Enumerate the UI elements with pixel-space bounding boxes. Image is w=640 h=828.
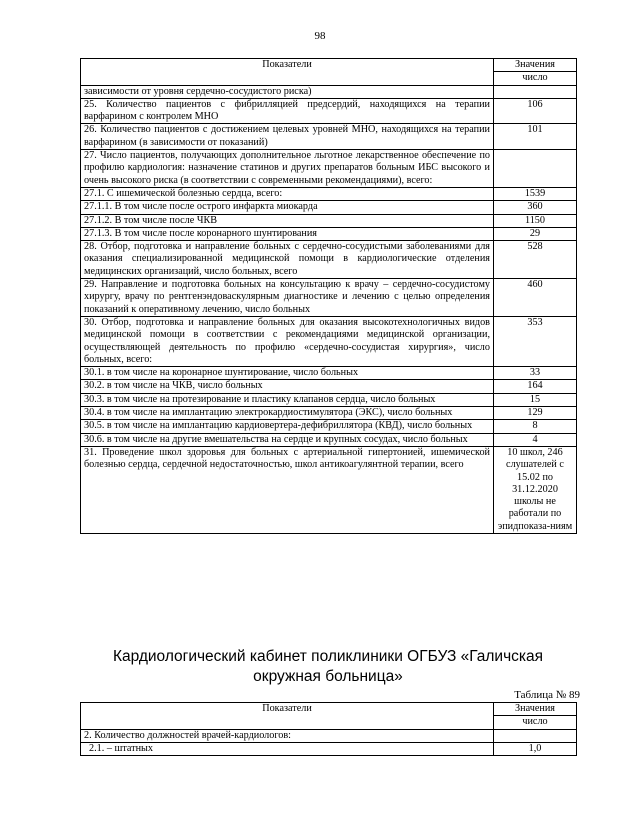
table-row bbox=[81, 742, 577, 755]
row-value: 33 bbox=[494, 367, 577, 380]
row-label: 30.5. в том числе на имплантацию кардиовертера-дефибриллятора (КВД), число больных bbox=[81, 420, 494, 433]
row-label: 2. Количество должностей врачей-кардиологов: bbox=[81, 729, 494, 742]
table-row bbox=[81, 407, 577, 420]
page-number: 98 bbox=[314, 30, 326, 42]
table-row bbox=[81, 241, 577, 279]
row-value: 1150 bbox=[494, 214, 577, 227]
table-row bbox=[81, 367, 577, 380]
row-label: зависимости от уровня сердечно-сосудистого риска) bbox=[81, 85, 494, 98]
table-row bbox=[81, 380, 577, 393]
row-label: 30.2. в том числе на ЧКВ, число больных bbox=[81, 380, 494, 393]
table-row bbox=[81, 420, 577, 433]
table-row bbox=[81, 729, 577, 742]
indicators-table bbox=[80, 58, 577, 534]
table-row bbox=[81, 187, 577, 200]
row-value: 106 bbox=[494, 98, 577, 124]
row-value: 1,0 bbox=[494, 742, 577, 755]
row-label: 27.1. С ишемической болезнью сердца, всего: bbox=[81, 187, 494, 200]
table-row bbox=[81, 446, 577, 533]
row-label: 27.1.1. В том числе после острого инфаркта миокарда bbox=[81, 201, 494, 214]
table-row bbox=[81, 433, 577, 446]
row-label: 27.1.2. В том числе после ЧКВ bbox=[81, 214, 494, 227]
row-value bbox=[494, 150, 577, 188]
section-heading: Кардиологический кабинет поликлиники ОГБУЗ «Галичская окружная больница» bbox=[112, 648, 544, 685]
table-row bbox=[81, 316, 577, 366]
table-row bbox=[81, 393, 577, 406]
row-value: 8 bbox=[494, 420, 577, 433]
table-row bbox=[81, 85, 577, 98]
header-indicators: Показатели bbox=[81, 59, 494, 86]
row-label: 30.1. в том числе на коронарное шунтирование, число больных bbox=[81, 367, 494, 380]
row-label: 27. Число пациентов, получающих дополнительное льготное лекарственное обеспечение по профилю кардиология: назначение статинов и других препаратов больным ИБС высокого и очень высокого риска (в соответствии с современными рекомендациями), всего: bbox=[81, 150, 494, 188]
row-value: 460 bbox=[494, 279, 577, 317]
row-label: 30.3. в том числе на протезирование и пластику клапанов сердца, число больных bbox=[81, 393, 494, 406]
row-label: 28. Отбор, подготовка и направление больных с сердечно-сосудистыми заболеваниями для оказания специализированной медицинской помощи в кардиологические отделения медицинских организаций, число больных, всего bbox=[81, 241, 494, 279]
header-indicators: Показатели bbox=[81, 703, 494, 730]
row-value: 129 bbox=[494, 407, 577, 420]
table-row bbox=[81, 279, 577, 317]
row-value bbox=[494, 85, 577, 98]
row-value: 101 bbox=[494, 124, 577, 150]
row-label: 26. Количество пациентов с достижением целевых уровней МНО, находящихся на терапии варфарином (в зависимости от показаний) bbox=[81, 124, 494, 150]
table-row bbox=[81, 150, 577, 188]
row-label: 30.6. в том числе на другие вмешательства на сердце и крупных сосудах, число больных bbox=[81, 433, 494, 446]
row-value: 164 bbox=[494, 380, 577, 393]
row-value: 29 bbox=[494, 227, 577, 240]
row-value: 528 bbox=[494, 241, 577, 279]
row-label: 2.1. – штатных bbox=[81, 742, 494, 755]
row-value: 1539 bbox=[494, 187, 577, 200]
table-row bbox=[81, 214, 577, 227]
header-values: Значения bbox=[494, 703, 577, 716]
header-unit: число bbox=[494, 72, 577, 85]
row-label: 30.4. в том числе на имплантацию электрокардиостимулятора (ЭКС), число больных bbox=[81, 407, 494, 420]
table-row bbox=[81, 227, 577, 240]
row-value: 360 bbox=[494, 201, 577, 214]
row-label: 30. Отбор, подготовка и направление больных для оказания высокотехнологичных видов медицинской помощи в соответствии с рекомендациями медицинской организации, осуществляющей деятельность по профилю «сердечно-сосудистая хирургия», число больных, всего: bbox=[81, 316, 494, 366]
row-label: 27.1.3. В том числе после коронарного шунтирования bbox=[81, 227, 494, 240]
row-value: 353 bbox=[494, 316, 577, 366]
row-label: 25. Количество пациентов с фибрилляцией предсердий, находящихся на терапии варфарином с контролем МНО bbox=[81, 98, 494, 124]
table-row bbox=[81, 98, 577, 124]
row-value: 10 школ, 246 слушателей с 15.02 по 31.12.2020 школы не работали по эпидпоказа-ниям bbox=[494, 446, 577, 533]
table-row bbox=[81, 124, 577, 150]
row-value bbox=[494, 729, 577, 742]
staff-table bbox=[80, 702, 577, 756]
table-row bbox=[81, 201, 577, 214]
header-unit: число bbox=[494, 716, 577, 729]
row-value: 15 bbox=[494, 393, 577, 406]
table-number: Таблица № 89 bbox=[514, 689, 580, 701]
row-value: 4 bbox=[494, 433, 577, 446]
header-values: Значения bbox=[494, 59, 577, 72]
row-label: 31. Проведение школ здоровья для больных с артериальной гипертонией, ишемической болезнью сердца, сердечной недостаточностью, школ антикоагулянтной терапии, всего bbox=[81, 446, 494, 533]
row-label: 29. Направление и подготовка больных на консультацию к врачу – сердечно-сосудистому хирургу, врачу по рентгенэндоваскулярным диагностике и лечению с целью определения показаний к оперативному лечению, число больных bbox=[81, 279, 494, 317]
